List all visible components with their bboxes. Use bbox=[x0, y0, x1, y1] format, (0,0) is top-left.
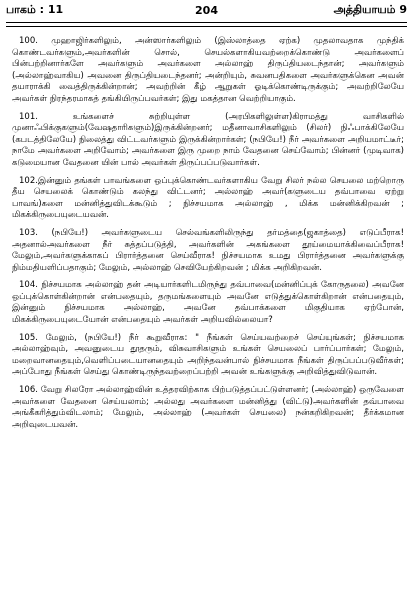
page-number: 204 bbox=[195, 3, 218, 17]
verse-104: 104. நிச்சயமாக அல்லாஹ் தன் அடியார்களிடமிருந்து தவ்பாவை(மன்னிப்புக் கோருதலை) அவனே ஒப்புக்கொள்கின்றான் என்பதையும், தருமங்களையும் அவனே எடுத்துக்கொள்கிறான் என்பதையும், இன்னும் நிச்சயமாக அல்லாஹ், அவனே தவ்பாக்களை மிகுதியாக ஏற்போன், மிகக்கிருபையுடையோன் என்பதையும் அவர்கள் அறியவில்லையா? bbox=[12, 280, 404, 326]
verse-102: 102.இன்னும் தங்கள் பாவங்களை ஒப்புக்கொண்டவர்களாகிய வேறு சிலர் நல்ல செயலை மற்றொரு தீய செயலைக் கொண்டும் கலந்து விட்டனர்; அல்லாஹ் அவர்(களுடைய தவ்பாவை ஏற்று பாவங்)களை மன்னித்துவிடக்கூடும் ; நிச்சயமாக அல்லாஹ் , மிக்க மன்னிக்கிறவன் ; மிகக்கிருபையுடையவன். bbox=[12, 175, 404, 221]
verse-106: 106. வேறு சிலரோ அல்லாஹ்வின் உத்தரவிற்காக பிற்படுத்தப்பட்டுள்ளனர்; (அல்லாஹ்) ஒருவேளை அவர்களை வேதனை செய்யலாம்; அல்லது அவர்களை மன்னித்து (விட்டு)அவர்களின் தவ்பாவை அங்கீகரித்தும்விடலாம்; மேலும், அல்லாஹ் (அவர்கள் செயலை) நன்கறிகிறவன்; தீர்க்கமான அறிவுடையவன். bbox=[12, 385, 404, 430]
verse-list bbox=[12, 36, 404, 592]
chapter-label: அத்தியாயம் 9 bbox=[333, 2, 407, 16]
part-label: பாகம் : 11 bbox=[6, 2, 64, 16]
verse-100: 100. முஹாஜிர்களிலும், அன்ஸார்களிலும் (இஸ்லாத்தை ஏற்க) முதலாவதாக முந்திக் கொண்டவர்களும்,அவர்களின் சொல், செயல்களாகியவற்றைக்கொண்டு அவர்களைப் பின்பற்றினார்களே அவர்களும் அவர்களை அல்லாஹ் திருப்தியடைந்தான்; அவர்களும் (அல்லாஹ்வாகிய) அவனை திருப்தியடைந்தனர்; அன்றியும், சுவனபதிகளை அவர்களுக்கென அவன் தயாராக்கி வைத்திருக்கின்றான்; அவற்றின் கீழ் ஆறுகள் ஓடிக்கொண்டிருக்கும்; அவற்றிலேயே அவர்கள் நிரந்தரமாகத் தங்கியிருப்பவர்கள்; இது மகத்தான வெற்றியாகும். bbox=[12, 36, 404, 104]
verse-105: 105. மேலும், (நபியே!) நீர் கூறுவீராக: " நீங்கள் செய்யவற்றைச் செய்யுங்கள்; நிச்சயமாக அல்லாஹ்வும், அவனுடைய தூதரும், விசுவாசிகளும் உங்கள் செயலைப் பார்ப்பார்கள்; மேலும், மறைவானதையும்,வெளிப்படையானதையும் அறிந்தவன்பால் நிச்சயமாக நீங்கள் திருப்பப்படுவீர்கள்; அப்போது நீங்கள் செய்து கொண்டிருந்தவற்றைப்பற்றி அவன் உங்களுக்கு அறிவித்துவிடுவான். bbox=[12, 332, 404, 378]
header-rule-top bbox=[6, 22, 407, 23]
verse-101: 101. உங்களைச் சுற்றியுள்ள (அரபிகளிலுள்ள)கிராமத்து வாசிகளில் முனாஃபிக்குகளும்(வேஷதாரிகளும்)இருக்கின்றனர்; மதீனாவாசிகளிலும் (சிலர்) நிஃபாக்கிலேயே (கபடத்திலேயே) நிலைத்து விட்டவர்களும் இருக்கின்றார்கள்; (நபியே!) நீர் அவர்களை அறியமாட்டீர்; நாமே அவர்களை அறிவோம்; அவர்களை இரு முறை நாம் வேதனை செய்வோம்; பின்னர் (முடிவாக) கடுமையான வேதனை யின் பால் அவர்கள் திருப்பப்படுவார்கள். bbox=[12, 111, 404, 168]
page-header bbox=[6, 0, 407, 20]
header-rule-bottom bbox=[6, 26, 407, 27]
verse-103: 103. (நபியே!) அவர்களுடைய செல்வங்களிலிருந்து தர்மத்தை(ஜகாத்தை) எடுப்பீராக! அதனால்அவர்களை நீர் சுத்தப்படுத்தி, அவர்களின் அகங்களை தூய்மையாக்கிவைப்பீராக! மேலும்,அவர்களுக்காகப் பிரார்த்தனை செய்வீராக! நிச்சயமாக உமது பிரார்த்தனை அவர்களுக்கு நிம்மதியளிப்பதாகும்; மேலும், அல்லாஹ் செவியேற்கிறவன் ; மிக்க அறிகிறவன். bbox=[12, 227, 404, 273]
